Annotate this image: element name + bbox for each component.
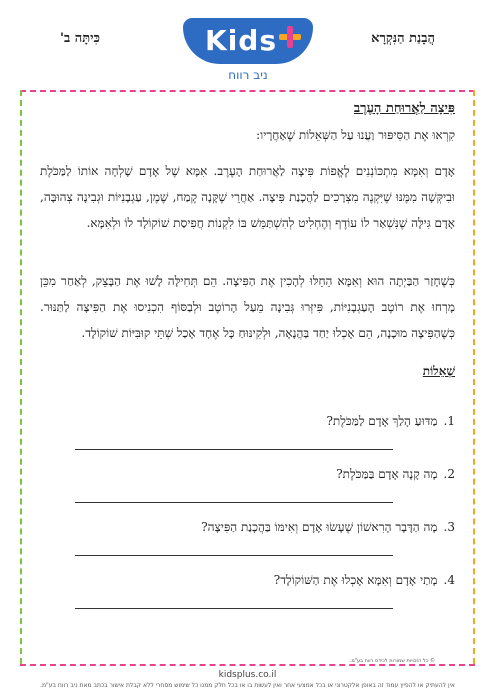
kids-plus-logo xyxy=(183,18,313,82)
question-3 xyxy=(40,520,455,535)
question-2 xyxy=(40,467,455,482)
footer-url[interactable]: kidsplus.co.il xyxy=(218,670,277,680)
question-text: מָה קָנָה אָדָם בַּמַּכֹּלֶת? xyxy=(336,467,438,481)
right-dashed-border xyxy=(473,90,475,664)
question-text: מָה הַדָּבָר הָרִאשׁוֹן שֶׁעָשׂוּ אָדָם וְאִימּוֹ בַּהֲכָנַת הַפִּיצָה? xyxy=(201,520,438,534)
bottom-dashed-border xyxy=(20,664,475,666)
story-paragraph-1: אָדָם וְאִמָּא מִתְכּוֹנְנִים לֶאֱפוֹת פִּיצָה לַאֲרוּחַת הָעֶרֶב. אִמָּא שֶׁל אָדָם שָׁלְחָה אוֹתוֹ לַמַּכֹּלֶת וּבִיקְּשָׁה מִמֶּנּוּ שֶׁיִּקְנֶה מִצְרָכִים לַהֲכָנַת פִּיצָה. אַחֲרֵי שֶׁקָּנָה קֶמַח, שֶׁמֶן, עַגְבָנִיּוֹת וּגְבִינָה צְהוּבָּה, אָדָם גִּילָּה שֶׁנִּשְׁאַר לוֹ עוֹדֶף וְהֶחְלִיט לְהִשְׁתַּמֵּשׁ בּוֹ לִקְנוֹת חֲפִיסַת שׁוֹקוֹלָד לוֹ וּלְאִמָּא. xyxy=(40,164,455,230)
subject-label: הֲבָנַת הַנִּקְרָא xyxy=(371,31,435,46)
question-number: 2. xyxy=(443,467,455,481)
grade-label: כִּיתָּה ב' xyxy=(60,31,100,46)
answer-line-1[interactable] xyxy=(75,449,393,450)
answer-line-2[interactable] xyxy=(75,502,393,503)
question-number: 3. xyxy=(443,520,455,534)
story-title: פִּיצָה לַאֲרוּחַת הָעֶרֶב xyxy=(353,101,455,116)
instruction-text: קִרְאוּ אֶת הַסִּיפּוּר וַעֲנוּ עַל הַשְּׁאֵלוֹת שֶׁאַחֲרָיו: xyxy=(256,128,455,142)
question-4 xyxy=(40,573,455,588)
questions-heading: שְׁאֵלוֹת xyxy=(422,364,455,378)
question-text: מַדּוּעַ הָלַךְ אָדָם לַמַּכֹּלֶת? xyxy=(326,414,438,428)
question-number: 4. xyxy=(443,573,455,587)
question-number: 1. xyxy=(443,414,455,428)
logo-subtitle: ניב רווח xyxy=(228,68,268,82)
question-text: מָתַי אָדָם וְאִמָּא אָכְלוּ אֶת הַשּׁוֹקוֹלָד? xyxy=(273,573,438,587)
story-paragraph-2: כְּשֶׁחָזַר הַבַּיְתָה הוּא וְאִמָּא הֵחֵלּוּ לְהָכִין אֶת הַפִּיצָה. הֵם תְּחִילָּה לָשׁוּ אֶת הַבָּצֵק, לְאַחַר מִכֵּן מָרְחוּ אֶת רוֹטֶב הָעַגְבָנִיּוֹת, פִּיזְּרוּ גְּבִינָה מֵעַל הָרוֹטֶב וּלְבַסּוֹף הִכְנִיסוּ אֶת הַפִּיצָה לַתַּנּוּר. כְּשֶׁהַפִּיצָה מוּכָנָה, הֵם אָכְלוּ יַחַד בַּהֲנָאָה, וּלְקִינּוּחַ כָּל אֶחָד אָכַל שְׁתֵּי קוּבִּיּוֹת שׁוֹקוֹלָד. xyxy=(40,274,455,340)
answer-line-3[interactable] xyxy=(75,555,393,556)
left-dashed-border xyxy=(20,90,22,664)
plus-icon xyxy=(279,26,301,48)
top-dashed-border xyxy=(20,90,475,92)
question-1 xyxy=(40,414,455,429)
logo-brand-text: Kids xyxy=(205,24,278,57)
copyright-text: © כל הזכויות שמורות לכידס רווח בע"מ. xyxy=(349,658,435,664)
answer-line-4[interactable] xyxy=(75,608,393,609)
footer-legal-note: אין להעתיק או להפיץ עמוד זה באופן אלקטרוני או בכל אמצעי אחר ואין לעשות בו או בכל חלק ממנו כל שימוש מסחרי ללא קבלת אישור בכתב מאת ניב רווח בע"מ. xyxy=(40,682,455,689)
